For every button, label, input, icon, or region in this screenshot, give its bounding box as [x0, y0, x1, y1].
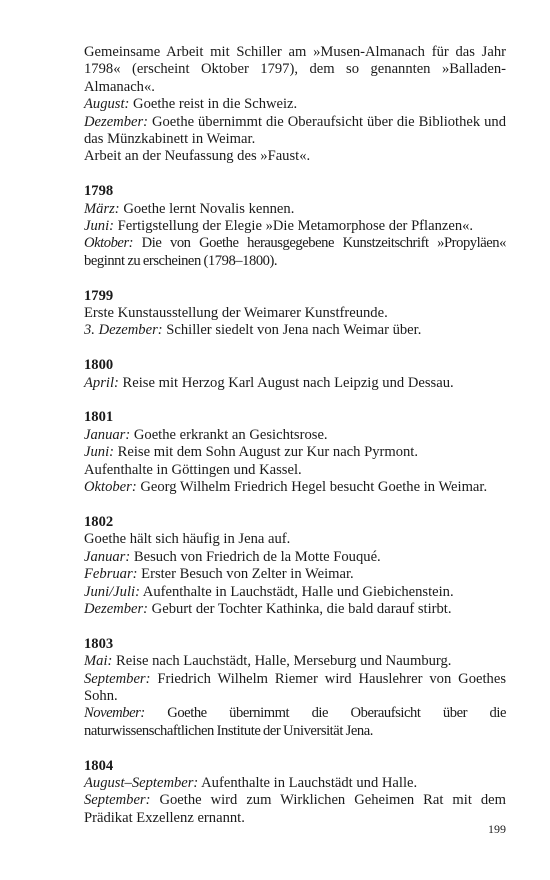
entry-text: Erster Besuch von Zelter in Weimar. — [137, 566, 354, 583]
entry-text: Reise nach Lauchstädt, Halle, Merseburg und Naumburg. — [112, 653, 452, 670]
entry — [84, 792, 506, 827]
entry-text: Geburt der Tochter Kathinka, die bald darauf stirbt. — [148, 600, 452, 617]
entry — [84, 444, 506, 461]
entry-text: Aufenthalte in Göttingen und Kassel. — [84, 461, 302, 478]
entry-label: September: — [84, 792, 151, 809]
entry-text: Goethe lernt Novalis kennen. — [119, 200, 295, 217]
entry-text: Reise mit Herzog Karl August nach Leipzig und Dessau. — [118, 374, 454, 391]
entry — [84, 601, 506, 618]
entry-text: Besuch von Friedrich de la Motte Fouqué. — [130, 548, 381, 565]
entry-label: März: — [84, 200, 120, 217]
entry-text: Fertigstellung der Elegie »Die Metamorphose der Pflanzen«. — [114, 218, 474, 235]
entry — [84, 235, 506, 270]
entry-label: Juni: — [84, 218, 114, 235]
entry-text: Goethe übernimmt die Oberaufsicht über die naturwissenschaftlichen Institute der Universität Jena. — [84, 705, 506, 739]
entry-label: 3. Dezember: — [84, 322, 163, 339]
entry-label: April: — [84, 374, 119, 391]
year-heading: 1800 — [84, 357, 114, 374]
year-heading: 1802 — [84, 513, 114, 530]
year-heading: 1798 — [84, 183, 114, 200]
entry — [84, 305, 506, 322]
entry-label: Dezember: — [84, 113, 149, 130]
entry — [84, 549, 506, 566]
entry — [84, 96, 506, 113]
entry — [84, 705, 506, 740]
year-heading: 1804 — [84, 757, 114, 774]
year-section-1800 — [84, 357, 506, 392]
entry-text: Arbeit an der Neufassung des »Faust«. — [84, 148, 311, 165]
entry-text: Gemeinsame Arbeit mit Schiller am »Musen-Almanach für das Jahr 1798« (erscheint Oktober 1797), dem so genannten »Balladen-Almanach«. — [84, 44, 506, 95]
entry — [84, 531, 506, 548]
year-heading: 1799 — [84, 287, 114, 304]
entry — [84, 566, 506, 583]
entry-label: Oktober: — [84, 235, 134, 252]
entry-text: Aufenthalte in Lauchstädt, Halle und Giebichenstein. — [139, 583, 454, 600]
year-section-1802 — [84, 514, 506, 618]
entry-label: Januar: — [84, 548, 131, 565]
entry — [84, 201, 506, 218]
entry-label: Oktober: — [84, 479, 137, 496]
entry-label: November: — [84, 705, 145, 722]
entry-text: Goethe wird zum Wirklichen Geheimen Rat mit dem Prädikat Exzellenz ernannt. — [84, 792, 506, 826]
entry-text: Goethe hält sich häufig in Jena auf. — [84, 531, 291, 548]
entry — [84, 775, 506, 792]
year-section-1801 — [84, 409, 506, 496]
entry-label: Juni: — [84, 444, 114, 461]
entry — [84, 479, 506, 496]
entry-text: Goethe übernimmt die Oberaufsicht über die Bibliothek und das Münzkabinett in Weimar. — [84, 113, 506, 148]
entry-label: Dezember: — [84, 600, 149, 617]
entry — [84, 148, 506, 165]
year-section-1799 — [84, 288, 506, 340]
entry-text: Erste Kunstausstellung der Weimarer Kunstfreunde. — [84, 305, 388, 322]
entry — [84, 375, 506, 392]
intro-section — [84, 44, 506, 166]
entry-text: Reise mit dem Sohn August zur Kur nach Pyrmont. — [114, 444, 419, 461]
entry-label: Juni/Juli: — [84, 583, 140, 600]
entry-label: August–September: — [84, 774, 199, 791]
chronology-page — [84, 44, 506, 827]
entry — [84, 322, 506, 339]
entry — [84, 427, 506, 444]
entry — [84, 653, 506, 670]
entry — [84, 462, 506, 479]
entry — [84, 671, 506, 706]
entry-text: Goethe reist in die Schweiz. — [129, 96, 298, 113]
entry — [84, 114, 506, 149]
entry — [84, 218, 506, 235]
entry-label: Februar: — [84, 566, 138, 583]
year-section-1798 — [84, 183, 506, 270]
entry-label: Mai: — [84, 653, 113, 670]
year-heading: 1801 — [84, 409, 114, 426]
entry-label: Januar: — [84, 426, 131, 443]
entry-text: Die von Goethe herausgegebene Kunstzeitschrift »Propyläen« beginnt zu erscheinen (1798–1800). — [84, 235, 506, 269]
entry-label: September: — [84, 670, 151, 687]
entry-text: Aufenthalte in Lauchstädt und Halle. — [198, 774, 418, 791]
entry-label: August: — [84, 96, 130, 113]
entry-text: Schiller siedelt von Jena nach Weimar über. — [162, 322, 422, 339]
entry-text: Georg Wilhelm Friedrich Hegel besucht Goethe in Weimar. — [136, 479, 488, 496]
entry-text: Friedrich Wilhelm Riemer wird Hauslehrer von Goethes Sohn. — [84, 670, 506, 704]
year-section-1804 — [84, 758, 506, 828]
entry-text: Goethe erkrankt an Gesichtsrose. — [130, 426, 328, 443]
page-number: 199 — [488, 822, 506, 836]
year-heading: 1803 — [84, 635, 114, 652]
entry — [84, 44, 506, 96]
year-section-1803 — [84, 636, 506, 740]
entry — [84, 584, 506, 601]
